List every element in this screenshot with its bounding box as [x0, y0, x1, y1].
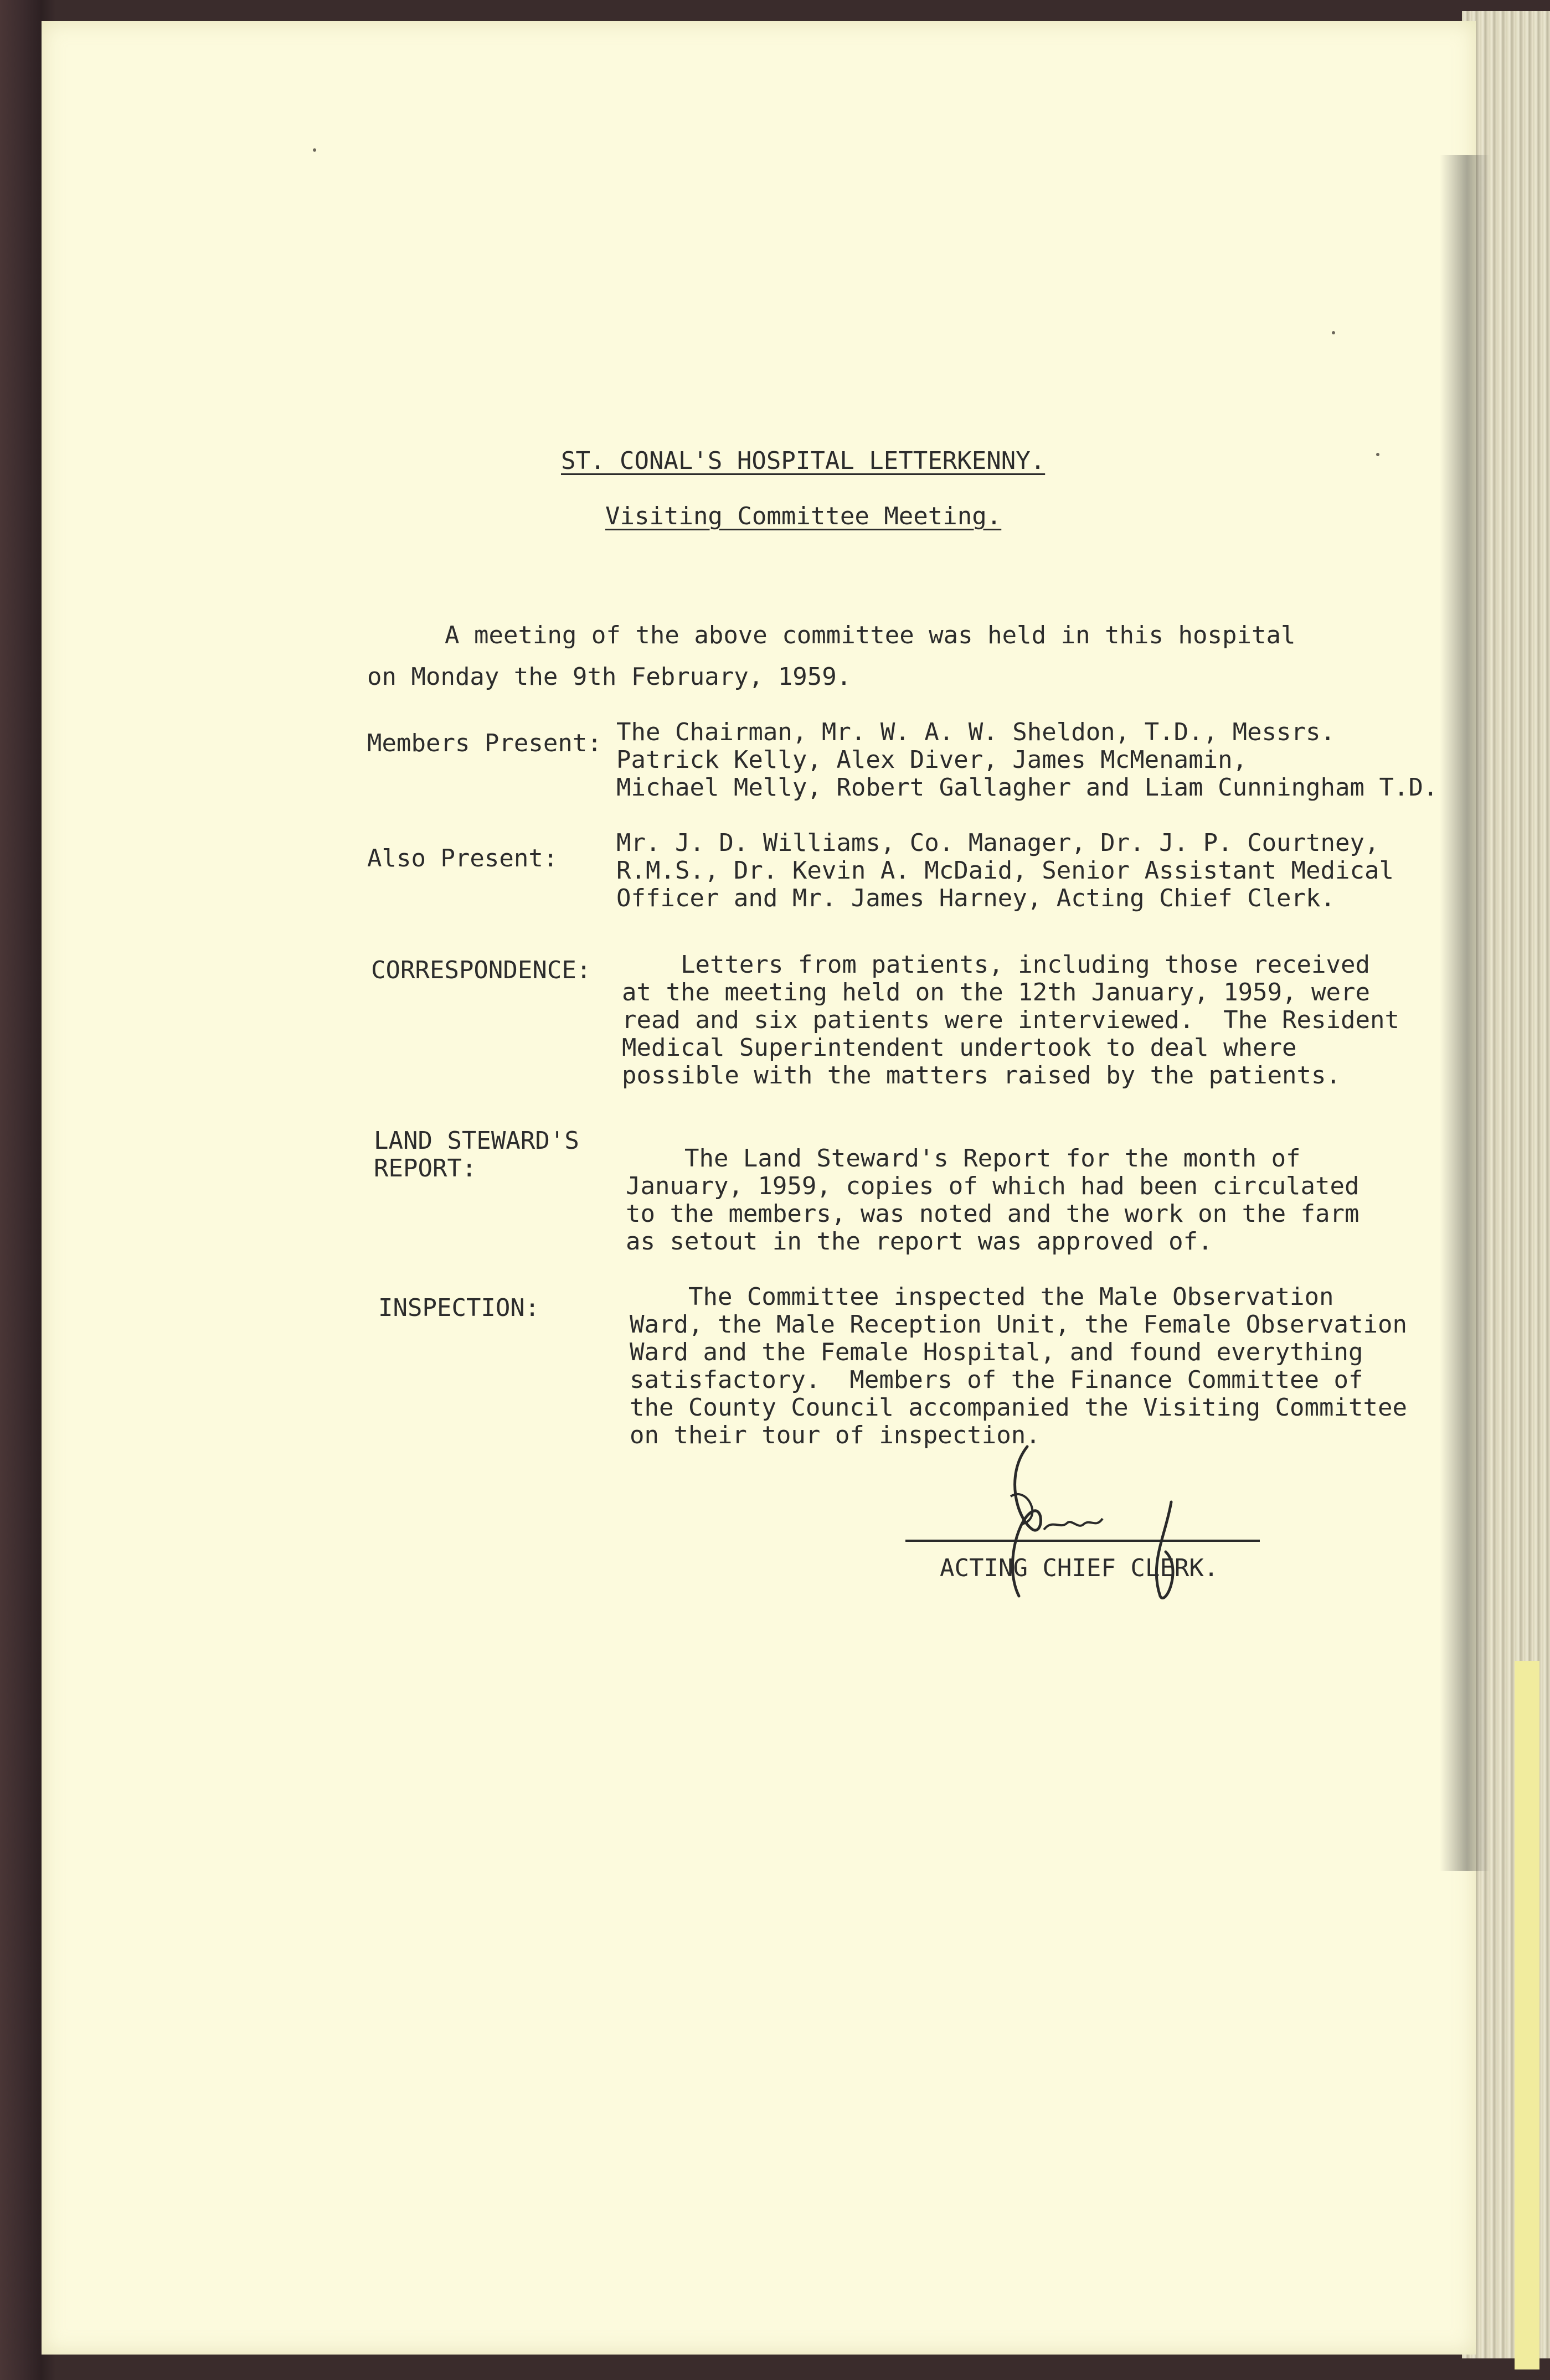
signature-title: ACTING CHIEF CLERK. [940, 1554, 1219, 1582]
binding-shadow [1440, 155, 1490, 1871]
document-page [42, 21, 1476, 2355]
section-line: the County Council accompanied the Visiting Committee [630, 1393, 1407, 1422]
paper-speck [1332, 331, 1335, 334]
section-line: Patrick Kelly, Alex Diver, James McMenamin, [616, 746, 1248, 774]
section-label: INSPECTION: [378, 1294, 540, 1322]
section-line: The Chairman, Mr. W. A. W. Sheldon, T.D., Messrs. [616, 718, 1336, 746]
section-line: Letters from patients, including those received [622, 951, 1371, 979]
section-line: The Committee inspected the Male Observation [630, 1283, 1334, 1311]
section-label: LAND STEWARD'S REPORT: [374, 1127, 579, 1183]
section-line: The Land Steward's Report for the month of [626, 1144, 1301, 1173]
section-label: CORRESPONDENCE: [371, 956, 591, 984]
intro-line: A meeting of the above committee was held in this hospital [445, 621, 1296, 649]
section-line: on their tour of inspection. [630, 1421, 1041, 1449]
paper-speck [1376, 453, 1379, 456]
section-line: Ward and the Female Hospital, and found everything [630, 1338, 1363, 1366]
document-title: ST. CONAL'S HOSPITAL LETTERKENNY. [561, 447, 1046, 475]
intro-line: on Monday the 9th February, 1959. [367, 663, 852, 691]
section-line: satisfactory. Members of the Finance Committee of [630, 1366, 1363, 1394]
document-subtitle: Visiting Committee Meeting. [605, 502, 1002, 530]
section-line: possible with the matters raised by the patients. [622, 1061, 1341, 1090]
section-line: to the members, was noted and the work on the farm [626, 1200, 1360, 1228]
page-edge-tab [1515, 1661, 1539, 2369]
section-label: Members Present: [367, 729, 602, 757]
paper-speck [313, 148, 316, 152]
section-line: Medical Superintendent undertook to deal where [622, 1034, 1297, 1062]
section-line: R.M.S., Dr. Kevin A. McDaid, Senior Assistant Medical [616, 856, 1394, 885]
section-line: Mr. J. D. Williams, Co. Manager, Dr. J. P. Courtney, [616, 829, 1379, 857]
section-line: Ward, the Male Reception Unit, the Female Observation [630, 1310, 1407, 1339]
section-line: read and six patients were interviewed. The Resident [622, 1006, 1399, 1034]
section-label: Also Present: [367, 844, 558, 873]
section-line: January, 1959, copies of which had been circulated [626, 1172, 1360, 1200]
section-line: as setout in the report was approved of. [626, 1227, 1213, 1256]
section-line: Officer and Mr. James Harney, Acting Chief Clerk. [616, 884, 1336, 912]
section-line: at the meeting held on the 12th January, 1959, were [622, 978, 1371, 1006]
section-line: Michael Melly, Robert Gallagher and Liam Cunningham T.D. [616, 773, 1438, 802]
